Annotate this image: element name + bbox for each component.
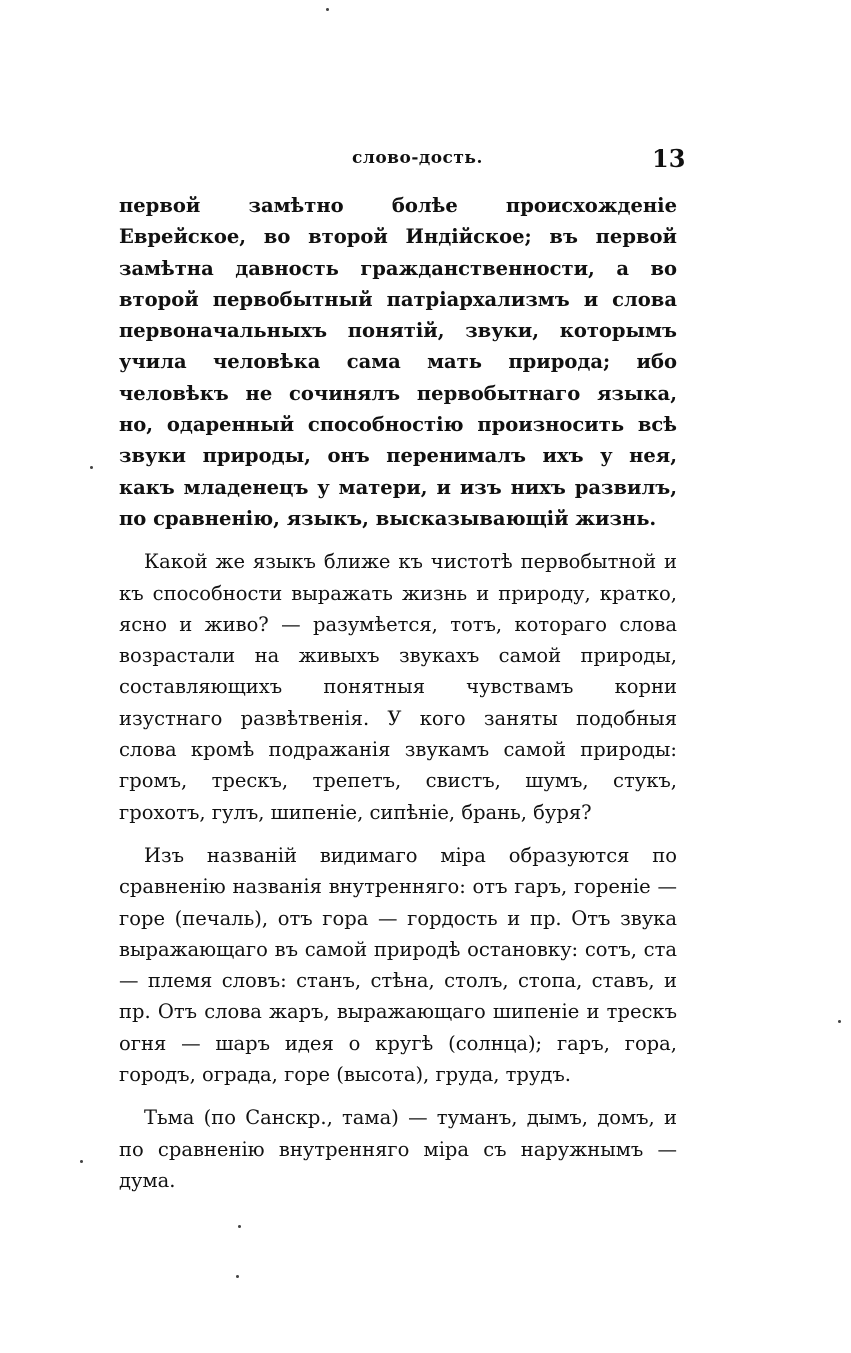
print-speck [326, 8, 329, 11]
paragraph-3: Изъ названій видимаго міра образуются по сравненію названія внутренняго: отъ гаръ, гореніе — горе (печаль), отъ гора — гордость и пр. Отъ звука выражающаго въ самой природѣ остановку: сотъ, ста — племя словъ: станъ, стѣна, столъ, стопа, ставъ, и пр. Отъ слова жаръ, выражающаго шипеніе и трескъ огня — шаръ идея о кругѣ (солнца); гаръ, гора, городъ, ограда, горе (высота), груда, трудъ. [119, 843, 677, 1087]
print-speck [838, 1020, 841, 1023]
paragraph-2: Какой же языкъ ближе къ чистотѣ первобытной и къ способности выражать жизнь и природу, кратко, ясно и живо? — разумѣется, тотъ, котораго слова возрастали на живыхъ звукахъ самой природы, составляющихъ понятныя чувствамъ корни изустнаго развѣтвенія. У кого заняты подобныя слова кромѣ подражанія звукамъ самой природы: громъ, трескъ, трепетъ, свистъ, шумъ, стукъ, грохотъ, гулъ, шипеніе, сипѣніе, брань, буря? [119, 550, 677, 824]
body-text [119, 190, 677, 1208]
print-speck [236, 1275, 239, 1278]
page-number: 13 [652, 144, 686, 173]
paragraph-4: Тьма (по Санскр., тама) — туманъ, дымъ, домъ, и по сравненію внутренняго міра съ наружнымъ — дума. [119, 1106, 677, 1192]
print-speck [90, 466, 93, 469]
paragraph-1: первой замѣтно болѣе происхожденіе Еврейское, во второй Индійское; въ первой замѣтна давность гражданственности, а во второй первобытный патріархализмъ и слова первоначальныхъ понятій, звуки, которымъ учила человѣка сама мать природа; ибо человѣкъ не сочинялъ первобытнаго языка, но, одаренный способностію произносить всѣ звуки природы, онъ перенималъ ихъ у нея, какъ младенецъ у матери, и изъ нихъ развилъ, по сравненію, языкъ, высказывающій жизнь. [119, 194, 677, 530]
print-speck [80, 1160, 83, 1163]
running-head: слово-дость. [352, 148, 483, 168]
print-speck [238, 1225, 241, 1228]
